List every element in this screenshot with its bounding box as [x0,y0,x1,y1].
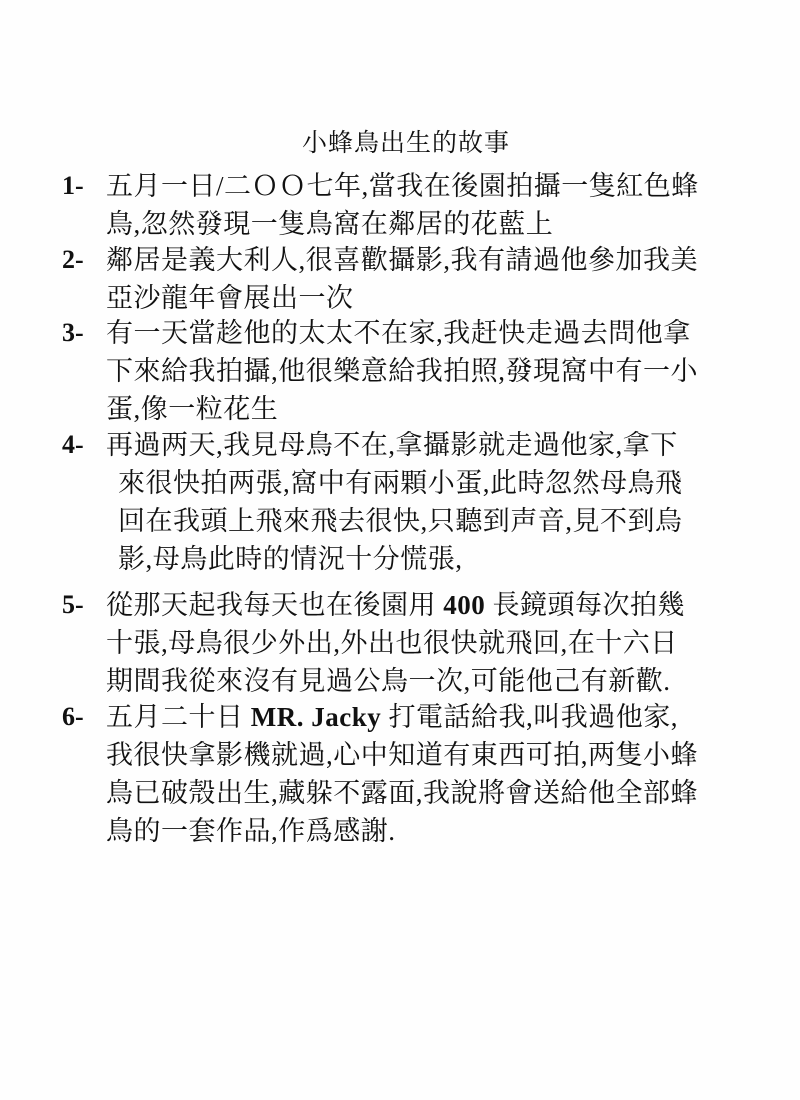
item-text-line: 鳥,忽然發現一隻鳥窩在鄰居的花藍上 [106,209,554,239]
item-text-line: 再過两天,我見母鳥不在,拿攝影就走過他家,拿下 [106,430,678,460]
item-text-line: 十張,母鳥很少外出,外出也很快就飛回,在十六日 [106,628,678,658]
item-text-segment: 打電話給我,叫我過他家, [388,702,678,732]
document-title: 小蜂鳥出生的故事 [301,130,510,157]
item-text-segment: 從那天起我每天也在後園用 [106,590,436,620]
item-text-line: 五月一日/二ＯＯ七年,當我在後園拍攝一隻紅色蜂 [106,171,699,201]
item-text-line [106,585,685,625]
item-text-line: 有一天當趁他的太太不在家,我赶快走過去問他拿 [106,318,691,348]
item-text-line: 我很快拿影機就過,心中知道有東西可拍,两隻小蜂 [106,740,698,770]
item-number: 2- [62,245,84,274]
item-text-line: 影,母鳥此時的情況十分慌張, [118,544,463,574]
item-text-line [106,697,678,737]
item-text-line: 鳥的一套作品,作爲感謝. [106,816,396,846]
item-number: 5- [62,590,84,619]
item-text-segment: 長鏡頭每次拍幾 [492,590,685,620]
item-text-line: 來很快拍两張,窩中有兩顆小蛋,此時忽然母鳥飛 [118,468,683,498]
item-number: 1- [62,171,84,200]
item-text-segment: 五月二十日 [106,702,244,732]
item-text-number: 400 [443,590,486,620]
item-text-line: 回在我頭上飛來飛去很快,只聽到声音,見不到烏 [118,506,683,536]
item-text-line: 下來給我拍攝,他很樂意給我拍照,發現窩中有一小 [106,356,698,386]
item-text-line: 期間我從來沒有見過公鳥一次,可能他己有新歡. [106,666,671,696]
item-text-line: 鳥已破殼出生,藏躲不露面,我說將會送給他全部蜂 [106,778,698,808]
item-text-line: 蛋,像一粒花生 [106,394,279,424]
item-text-line: 亞沙龍年會展出一次 [106,283,354,313]
item-text-line: 鄰居是義大利人,很喜歡攝影,我有請過他參加我美 [106,245,698,275]
item-number: 4- [62,430,84,459]
item-number: 3- [62,318,84,347]
item-number: 6- [62,702,84,731]
item-text-name: MR. Jacky [250,702,382,732]
